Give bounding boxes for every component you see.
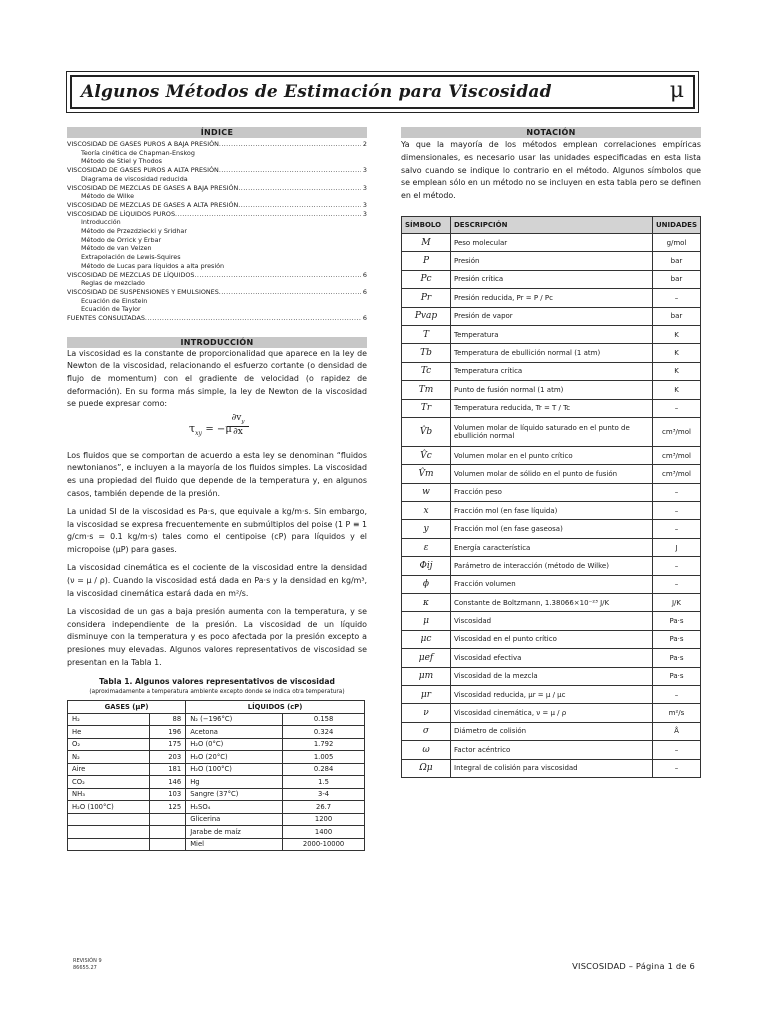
toc-page: 3 — [362, 166, 367, 175]
eq-numerator: ∂v — [231, 412, 242, 423]
notation-head-units: UNIDADES — [652, 216, 700, 233]
notation-row — [402, 465, 701, 483]
footer-revision — [73, 958, 102, 971]
table1-cell-l: H₂O (100°C) — [186, 763, 283, 776]
table1-cell-lv: 0.284 — [283, 763, 365, 776]
intro-paragraph-1: La viscosidad es la constante de proporcionalidad que aparece en la ley de Newton de la viscosidad, relacionando el esfuerzo cortante (o densidad de flujo de momentum) con el gradiente de velocidad (o rapidez de deformación). En su forma más simple, la ley de Newton de la viscosidad se puede expresar como: — [67, 348, 367, 409]
notation-cell-s: ω — [402, 741, 451, 759]
table1-cell-g: H₂O (100°C) — [68, 801, 150, 814]
toc-text: FUENTES CONSULTADAS — [67, 314, 145, 323]
toc-subentry — [67, 305, 367, 314]
notation-cell-u: – — [652, 557, 700, 575]
notation-cell-u: – — [652, 759, 700, 777]
notation-row — [402, 649, 701, 667]
table1-cell-gv: 88 — [150, 713, 186, 726]
notation-row — [402, 538, 701, 556]
toc-entry — [67, 271, 367, 280]
table-row — [68, 813, 365, 826]
notation-cell-u: – — [652, 575, 700, 593]
notation-cell-s: ε — [402, 538, 451, 556]
table-row — [68, 838, 365, 851]
notation-cell-u: – — [652, 520, 700, 538]
notation-row — [402, 289, 701, 307]
notation-row — [402, 502, 701, 520]
toc-subentry — [67, 279, 367, 288]
notation-cell-s: x — [402, 502, 451, 520]
notation-row — [402, 399, 701, 417]
toc-subentry — [67, 149, 367, 158]
toc-entry — [67, 314, 367, 323]
table1-cell-g: N₂ — [68, 751, 150, 764]
eq-denominator: ∂x — [233, 426, 243, 437]
notation-row — [402, 252, 701, 270]
table1-cell-g: CO₂ — [68, 776, 150, 789]
table1-cell-gv: 103 — [150, 788, 186, 801]
notation-cell-d: Presión — [451, 252, 653, 270]
intro-paragraph-5: La viscosidad de un gas a baja presión aumenta con la temperatura, y se considera independiente de la presión. La viscosidad de un líquido disminuye con la temperatura y es poco afectada por la presión excepto a presiones muy elevadas. Algunos valores representativos de viscosidad se presentan en la Tabla 1. — [67, 607, 367, 667]
table1-cell-g: NH₃ — [68, 788, 150, 801]
notation-cell-s: κ — [402, 594, 451, 612]
toc-subentry — [67, 253, 367, 262]
toc-text: Extrapolación de Lewis-Squires — [81, 253, 181, 262]
footer-code: 86655.27 — [73, 964, 97, 971]
notation-row — [402, 741, 701, 759]
table-row — [68, 826, 365, 839]
toc-text: Método de Wilke — [81, 192, 135, 201]
notation-cell-s: Φij — [402, 557, 451, 575]
toc-entry — [67, 201, 367, 210]
toc-text: VISCOSIDAD DE LÍQUIDOS PUROS — [67, 209, 176, 218]
notation-cell-d: Viscosidad de la mezcla — [451, 667, 653, 685]
notation-cell-d: Viscosidad efectiva — [451, 649, 653, 667]
table-of-contents — [67, 140, 367, 323]
table-row — [68, 776, 365, 789]
table1-cell-gv — [150, 813, 186, 826]
table1-cell-gv: 146 — [150, 776, 186, 789]
table1-cell-gv: 181 — [150, 763, 186, 776]
table1-cell-g — [68, 838, 150, 851]
notation-cell-d: Temperatura reducida, Tr = T / Tc — [451, 399, 653, 417]
table-row — [68, 738, 365, 751]
notation-cell-d: Temperatura — [451, 325, 653, 343]
toc-entry — [67, 210, 367, 219]
table1-cell-l: Acetona — [186, 726, 283, 739]
notation-cell-u: K — [652, 325, 700, 343]
toc-text: Método de Przezdziecki y Sridhar — [81, 227, 187, 236]
table1-cell-l: N₂ (−196°C) — [186, 713, 283, 726]
notation-row — [402, 575, 701, 593]
notation-cell-u: – — [652, 289, 700, 307]
toc-text: VISCOSIDAD DE SUSPENSIONES Y EMULSIONES — [67, 287, 219, 296]
table1-cell-l: H₂O (20°C) — [186, 751, 283, 764]
table-row — [68, 751, 365, 764]
notation-cell-s: μm — [402, 667, 451, 685]
table-row — [68, 801, 365, 814]
table1-head-liquids: LÍQUIDOS (cP) — [186, 701, 365, 714]
table1 — [67, 700, 365, 851]
notation-cell-u: Pa·s — [652, 612, 700, 630]
left-column — [67, 127, 367, 851]
table1-cell-lv: 26.7 — [283, 801, 365, 814]
notation-cell-s: w — [402, 483, 451, 501]
toc-subentry — [67, 218, 367, 227]
toc-text: Diagrama de viscosidad reducida — [81, 174, 188, 183]
notation-cell-s: V̂m — [402, 465, 451, 483]
notation-row — [402, 270, 701, 288]
table-row — [68, 788, 365, 801]
notation-cell-s: Tb — [402, 344, 451, 362]
notation-cell-d: Volumen molar de sólido en el punto de fusión — [451, 465, 653, 483]
notation-cell-d: Viscosidad en el punto crítico — [451, 630, 653, 648]
toc-page: 6 — [362, 287, 367, 296]
notation-cell-u: J — [652, 538, 700, 556]
notation-cell-u: Pa·s — [652, 667, 700, 685]
table-row — [68, 726, 365, 739]
toc-text: VISCOSIDAD DE GASES PUROS A BAJA PRESIÓN — [67, 140, 219, 148]
notation-row — [402, 557, 701, 575]
notation-cell-s: μef — [402, 649, 451, 667]
eq-operator: = −μ — [205, 423, 232, 435]
toc-subentry — [67, 227, 367, 236]
table1-caption: Tabla 1. Algunos valores representativos de viscosidad — [99, 677, 335, 687]
toc-page: 6 — [362, 314, 367, 323]
table1-cell-l: H₂SO₄ — [186, 801, 283, 814]
notation-row — [402, 722, 701, 740]
table1-cell-g — [68, 826, 150, 839]
intro-paragraph-4: La viscosidad cinemática es el cociente de la viscosidad entre la densidad (ν = μ / ρ). Cuando la viscosidad está dada en Pa·s y la densidad en kg/m³, la viscosidad cinemática estará dada en m²/s. — [67, 563, 367, 598]
toc-subentry — [67, 175, 367, 184]
page-title: Algunos Métodos de Estimación para Viscosidad — [81, 82, 552, 102]
notation-cell-s: P — [402, 252, 451, 270]
table1-cell-lv: 1400 — [283, 826, 365, 839]
notation-cell-s: μc — [402, 630, 451, 648]
toc-subentry — [67, 297, 367, 306]
notacion-intro: Ya que la mayoría de los métodos emplean correlaciones empíricas dimensionales, es necesario usar las unidades especificadas en esta lista salvo cuando se indique lo contrario en el método. Algunos símbolos que se emplean sólo en un método no se incluyen en esta tabla pero se definen en el método. — [401, 140, 701, 201]
notation-cell-u: – — [652, 741, 700, 759]
notation-cell-s: ϕ — [402, 575, 451, 593]
notation-cell-u: cm³/mol — [652, 465, 700, 483]
notation-row — [402, 630, 701, 648]
intro-paragraph-2: Los fluidos que se comportan de acuerdo a esta ley se denominan “fluidos newtonianos”, e incluyen a la mayoría de los fluidos simples. La viscosidad es una propiedad del fluido que depende de la temperatura y, en algunos casos, también depende de la presión. — [67, 450, 367, 498]
table1-cell-lv: 3-4 — [283, 788, 365, 801]
toc-entry — [67, 140, 367, 149]
toc-text: VISCOSIDAD DE MEZCLAS DE GASES A ALTA PRESIÓN — [67, 200, 239, 209]
notation-cell-u: bar — [652, 252, 700, 270]
table1-cell-l: Sangre (37°C) — [186, 788, 283, 801]
toc-text: VISCOSIDAD DE MEZCLAS DE LÍQUIDOS — [67, 270, 195, 279]
notation-cell-d: Presión crítica — [451, 270, 653, 288]
notation-cell-d: Temperatura de ebullición normal (1 atm) — [451, 344, 653, 362]
table1-cell-l: Hg — [186, 776, 283, 789]
table1-cell-l: Glicerina — [186, 813, 283, 826]
toc-text: VISCOSIDAD DE GASES PUROS A ALTA PRESIÓN — [67, 166, 219, 175]
notation-cell-s: Tr — [402, 399, 451, 417]
notation-row — [402, 325, 701, 343]
notation-head-symbol: SÍMBOLO — [402, 216, 451, 233]
table-row — [68, 713, 365, 726]
notation-cell-s: Pc — [402, 270, 451, 288]
notation-head-description: DESCRIPCIÓN — [451, 216, 653, 233]
table1-cell-gv: 175 — [150, 738, 186, 751]
toc-page: 3 — [362, 200, 367, 209]
table1-cell-l: Miel — [186, 838, 283, 851]
table1-cell-gv: 125 — [150, 801, 186, 814]
footer-rev: REVISIÓN 9 — [73, 958, 102, 964]
toc-text: Ecuación de Taylor — [81, 305, 141, 314]
notation-cell-d: Constante de Boltzmann, 1.38066×10⁻²³ J/K — [451, 594, 653, 612]
notation-row — [402, 362, 701, 380]
notation-cell-u: J/K — [652, 594, 700, 612]
toc-page: 3 — [362, 209, 367, 218]
toc-text: Introducción — [81, 218, 121, 227]
notation-row — [402, 417, 701, 446]
notation-cell-s: Ωμ — [402, 759, 451, 777]
table-row — [68, 763, 365, 776]
notation-cell-s: Tc — [402, 362, 451, 380]
notation-row — [402, 612, 701, 630]
notation-cell-u: – — [652, 399, 700, 417]
indice-heading: ÍNDICE — [67, 127, 367, 138]
toc-text: Método de Stiel y Thodos — [81, 157, 162, 166]
table1-cell-gv: 203 — [150, 751, 186, 764]
notation-cell-s: V̂c — [402, 446, 451, 464]
table1-cell-lv: 1200 — [283, 813, 365, 826]
notation-cell-u: m²/s — [652, 704, 700, 722]
table1-cell-gv — [150, 826, 186, 839]
notation-cell-s: Pvap — [402, 307, 451, 325]
notation-cell-u: cm³/mol — [652, 417, 700, 446]
notacion-heading: NOTACIÓN — [401, 127, 701, 138]
mu-symbol: μ — [669, 78, 684, 103]
toc-dots — [194, 271, 360, 280]
notation-row — [402, 704, 701, 722]
toc-dots — [238, 201, 361, 210]
toc-entry — [67, 288, 367, 297]
notation-row — [402, 307, 701, 325]
notation-cell-d: Presión de vapor — [451, 307, 653, 325]
notation-cell-u: – — [652, 502, 700, 520]
toc-dots — [219, 140, 361, 149]
table1-cell-g: Aire — [68, 763, 150, 776]
right-column — [401, 127, 701, 778]
table1-head-gases: GASES (μP) — [68, 701, 186, 714]
newton-equation — [67, 411, 367, 445]
toc-text: Ecuación de Einstein — [81, 296, 148, 305]
notation-cell-d: Viscosidad cinemática, ν = μ / ρ — [451, 704, 653, 722]
notation-cell-d: Viscosidad reducida, μr = μ / μc — [451, 685, 653, 703]
toc-subentry — [67, 192, 367, 201]
toc-dots — [219, 288, 361, 297]
table1-cell-gv: 196 — [150, 726, 186, 739]
toc-page: 3 — [362, 183, 367, 192]
toc-dots — [175, 210, 361, 219]
toc-text: Teoría cinética de Chapman-Enskog — [81, 148, 195, 157]
table1-cell-lv: 2000-10000 — [283, 838, 365, 851]
table1-cell-l: H₂O (0°C) — [186, 738, 283, 751]
notation-cell-s: σ — [402, 722, 451, 740]
notation-cell-u: bar — [652, 270, 700, 288]
toc-page: 6 — [362, 270, 367, 279]
table1-cell-lv: 1.5 — [283, 776, 365, 789]
notation-cell-d: Factor acéntrico — [451, 741, 653, 759]
notation-row — [402, 759, 701, 777]
notation-table — [401, 216, 701, 778]
notation-cell-d: Fracción peso — [451, 483, 653, 501]
notation-cell-d: Integral de colisión para viscosidad — [451, 759, 653, 777]
table1-cell-lv: 0.324 — [283, 726, 365, 739]
notation-row — [402, 483, 701, 501]
notation-row — [402, 667, 701, 685]
notation-cell-u: g/mol — [652, 233, 700, 251]
notation-cell-d: Punto de fusión normal (1 atm) — [451, 381, 653, 399]
notation-row — [402, 446, 701, 464]
table1-cell-lv: 0.158 — [283, 713, 365, 726]
notation-cell-u: – — [652, 483, 700, 501]
notation-cell-d: Peso molecular — [451, 233, 653, 251]
notation-cell-u: Pa·s — [652, 649, 700, 667]
notation-cell-s: Tm — [402, 381, 451, 399]
notation-row — [402, 233, 701, 251]
table1-cell-l: Jarabe de maíz — [186, 826, 283, 839]
title-box — [66, 71, 699, 113]
toc-subentry — [67, 262, 367, 271]
notation-cell-d: Fracción mol (en fase gaseosa) — [451, 520, 653, 538]
eq-lhs: τ — [189, 421, 196, 435]
toc-text: VISCOSIDAD DE MEZCLAS DE GASES A BAJA PRESIÓN — [67, 183, 239, 192]
eq-lhs-sub: xy — [195, 429, 202, 437]
notation-cell-s: T — [402, 325, 451, 343]
toc-subentry — [67, 244, 367, 253]
toc-subentry — [67, 157, 367, 166]
notation-row — [402, 520, 701, 538]
table1-cell-g — [68, 813, 150, 826]
table1-cell-lv: 1.005 — [283, 751, 365, 764]
footer-page: VISCOSIDAD – Página 1 de 6 — [572, 961, 695, 971]
table1-subcaption: (aproximadamente a temperatura ambiente excepto donde se indica otra temperatura) — [89, 689, 345, 696]
notation-cell-u: K — [652, 381, 700, 399]
notation-row — [402, 594, 701, 612]
notation-cell-d: Temperatura crítica — [451, 362, 653, 380]
table1-cell-lv: 1.792 — [283, 738, 365, 751]
notation-row — [402, 344, 701, 362]
notation-cell-u: bar — [652, 307, 700, 325]
table1-cell-g: O₂ — [68, 738, 150, 751]
notation-cell-u: K — [652, 362, 700, 380]
table1-cell-g: He — [68, 726, 150, 739]
notation-cell-u: – — [652, 685, 700, 703]
notation-cell-d: Parámetro de interacción (método de Wilke) — [451, 557, 653, 575]
notation-cell-u: cm³/mol — [652, 446, 700, 464]
notation-cell-d: Diámetro de colisión — [451, 722, 653, 740]
toc-text: Reglas de mezclado — [81, 279, 145, 288]
toc-dots — [219, 166, 361, 175]
notation-cell-s: Pr — [402, 289, 451, 307]
notation-cell-s: y — [402, 520, 451, 538]
notation-cell-u: K — [652, 344, 700, 362]
intro-paragraph-3: La unidad SI de la viscosidad es Pa·s, que equivale a kg/m·s. Sin embargo, la viscosidad se expresa frecuentemente en submúltiplos del poise (1 P ≡ 1 g/cm·s = 0.1 kg/m·s) tales como el centipoise (cP) para líquidos y el micropoise (μP) para gases. — [67, 507, 367, 554]
notation-row — [402, 685, 701, 703]
notation-cell-s: μr — [402, 685, 451, 703]
toc-text: Método de Lucas para líquidos a alta presión — [81, 261, 225, 270]
toc-dots — [145, 314, 361, 323]
notation-cell-s: M — [402, 233, 451, 251]
notation-cell-d: Presión reducida, Pr = P / Pc — [451, 289, 653, 307]
notation-cell-s: μ — [402, 612, 451, 630]
notation-cell-d: Energía característica — [451, 538, 653, 556]
notation-cell-d: Viscosidad — [451, 612, 653, 630]
toc-dots — [238, 184, 361, 193]
notation-row — [402, 381, 701, 399]
notation-cell-s: ν — [402, 704, 451, 722]
eq-num-sub: y — [241, 418, 245, 425]
notation-cell-d: Volumen molar de líquido saturado en el punto de ebullición normal — [451, 417, 653, 446]
introduccion-heading: INTRODUCCIÓN — [67, 337, 367, 348]
notation-cell-d: Fracción volumen — [451, 575, 653, 593]
toc-text: Método de Orrick y Erbar — [81, 235, 162, 244]
toc-entry — [67, 184, 367, 193]
table1-cell-g: H₂ — [68, 713, 150, 726]
table1-cell-gv — [150, 838, 186, 851]
toc-page: 2 — [362, 140, 367, 148]
notation-cell-d: Fracción mol (en fase líquida) — [451, 502, 653, 520]
toc-entry — [67, 166, 367, 175]
notation-cell-u: Å — [652, 722, 700, 740]
notation-cell-u: Pa·s — [652, 630, 700, 648]
toc-text: Método de van Velzen — [81, 244, 152, 253]
toc-subentry — [67, 236, 367, 245]
notation-cell-d: Volumen molar en el punto crítico — [451, 446, 653, 464]
notation-cell-s: V̂b — [402, 417, 451, 446]
